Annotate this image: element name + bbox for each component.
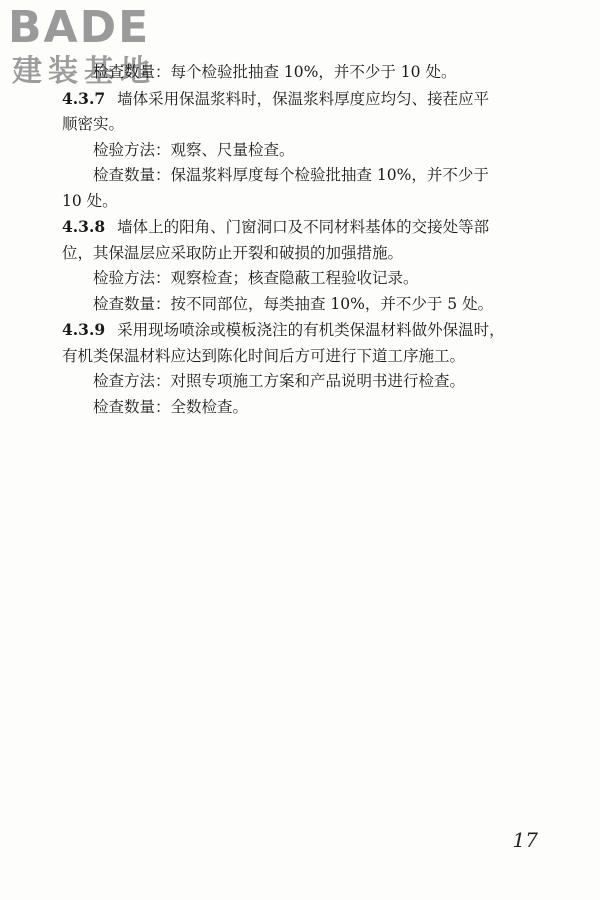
- clause-number: 4.3.8: [62, 217, 106, 236]
- text-line: [62, 112, 562, 138]
- line-text: 检验方法：观察、尺量检查。: [93, 140, 295, 159]
- line-text: 位，其保温层应采取防止开裂和破损的加强措施。: [62, 243, 404, 262]
- clause-number: 4.3.9: [62, 320, 106, 339]
- line-text: 有机类保温材料应达到陈化时间后方可进行下道工序施工。: [62, 346, 466, 365]
- watermark-logo-text: BADE: [8, 2, 151, 53]
- line-text: 墙体采用保温浆料时，保温浆料厚度应均匀、接茬应平: [117, 89, 490, 108]
- clause-line: [62, 86, 562, 113]
- line-text: 检查方法：对照专项施工方案和产品说明书进行检查。: [93, 372, 466, 390]
- text-line: [62, 395, 562, 421]
- document-body: [62, 60, 562, 420]
- line-text: 检查数量：按不同部位，每类抽查 10%，并不少于 5 处。: [93, 294, 494, 313]
- text-line: [62, 344, 562, 370]
- line-text: 采用现场喷涂或模板浇注的有机类保温材料做外保温时，: [117, 321, 505, 339]
- text-line: [62, 292, 562, 318]
- clause-number: 4.3.7: [62, 88, 106, 108]
- line-text: 检验方法：观察检查；核查隐蔽工程验收记录。: [93, 269, 419, 287]
- text-line: [62, 189, 562, 215]
- text-line: [62, 163, 562, 189]
- line-text: 顺密实。: [62, 115, 125, 133]
- line-text: 检查数量：全数检查。: [93, 397, 249, 416]
- text-line: [62, 369, 562, 395]
- text-line: [62, 266, 562, 292]
- line-text: 检查数量：每个检验批抽查 10%，并不少于 10 处。: [93, 63, 457, 81]
- clause-line: [62, 214, 562, 241]
- line-text: 墙体上的阳角、门窗洞口及不同材料基体的交接处等部: [117, 218, 490, 236]
- text-line: [62, 60, 562, 86]
- clause-line: [62, 317, 562, 344]
- watermark-sub-text: 建装基地: [12, 54, 156, 89]
- page-number: 17: [512, 828, 538, 852]
- text-line: [62, 241, 562, 267]
- line-text: 检查数量：保温浆料厚度每个检验批抽查 10%，并不少于: [93, 166, 489, 184]
- text-line: [62, 138, 562, 164]
- line-text: 10 处。: [62, 191, 118, 210]
